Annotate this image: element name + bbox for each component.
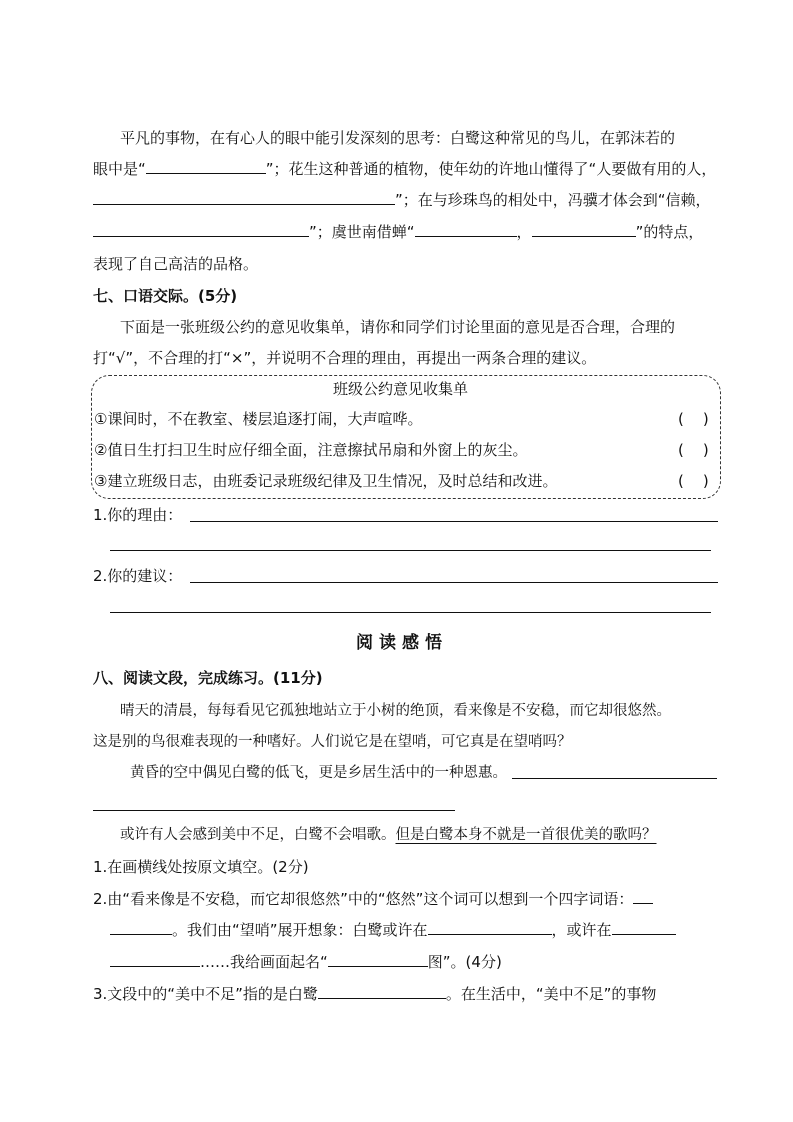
q3-blank[interactable] [318,984,446,999]
reason-label: 1.你的理由： [93,506,183,524]
blank-peanut[interactable] [93,190,395,205]
section7-desc-1: 下面是一张班级公约的意见收集单，请你和同学们讨论里面的意见是否合理，合理的 [120,318,676,336]
question-2-e: 图”。(4分) [427,953,502,971]
p6-line5: 表现了自己高洁的品格。 [93,255,259,273]
question-3-b: 。在生活中，“美中不足”的事物 [445,985,657,1003]
question-2-c: ，或许在 [551,921,612,939]
p6-line4 [93,222,703,242]
question-2-line1 [93,889,653,909]
section7-desc-2: 打“√”，不合理的打“×”，并说明不合理的理由，再提出一两条合理的建议。 [93,349,597,367]
blank-trust[interactable] [93,222,309,237]
passage-blank-2[interactable] [93,810,455,811]
passage-para3-underlined: 但是白鹭本身不就是一首很优美的歌吗？ [395,827,657,843]
q2-blank-idiom-start[interactable] [633,889,653,904]
q2-blank-perhaps-1[interactable] [428,920,552,935]
advice-line-2[interactable] [110,612,711,613]
reason-line-1[interactable] [190,521,718,522]
question-2-line2 [110,920,676,940]
section8-title: 八、阅读文段，完成练习。(11分) [93,669,323,687]
passage-para3-a: 或许有人会感到美中不足，白鹭不会唱歌。 [120,827,396,843]
question-3-a: 3.文段中的“美中不足”指的是白鹭 [93,985,318,1003]
passage-para3 [120,825,657,845]
p6-line4-d: ”的特点， [635,223,704,241]
question-1: 1.在画横线处按原文填空。(2分) [93,858,309,876]
passage-para2-text: 黄昏的空中偶见白鹭的低飞，更是乡居生活中的一种恩惠。 [130,765,507,781]
advice-line-1[interactable] [190,582,718,583]
reason-line-2[interactable] [110,550,711,551]
opinion-item-3-answer[interactable]: ( ) [678,472,709,490]
q2-blank-title[interactable] [328,952,428,967]
p6-line3-b: ”；在与珍珠鸟的相处中，冯骥才体会到“信赖， [395,191,711,209]
blank-cicada-2[interactable] [532,222,636,237]
passage-para2 [130,763,507,783]
p6-line2-a: 眼中是“ [93,160,146,178]
advice-label: 2.你的建议： [93,567,183,585]
opinion-item-1-answer[interactable]: ( ) [678,410,709,428]
p6-line1: 平凡的事物，在有心人的眼中能引发深刻的思考：白鹭这种常见的鸟儿，在郭沫若的 [120,129,676,147]
opinion-item-2-answer[interactable]: ( ) [678,441,709,459]
p6-line3 [93,190,711,210]
question-2-b: 。我们由“望哨”展开想象：白鹭或许在 [172,921,428,939]
question-2-a: 2.由“看来像是不安稳，而它却很悠然”中的“悠然”这个词可以想到一个四字词语： [93,890,634,908]
q2-blank-perhaps-2-start[interactable] [612,920,676,935]
question-2-line3 [110,952,502,972]
opinion-item-3: ③建立班级日志，由班委记录班级纪律及卫生情况，及时总结和改进。 [94,472,558,490]
opinion-item-2: ②值日生打扫卫生时应仔细全面，注意擦拭吊扇和外窗上的灰尘。 [94,441,528,459]
opinion-item-1: ①课间时，不在教室、楼层追逐打闹，大声喧哗。 [94,410,423,428]
section7-title: 七、口语交际。(5分) [93,287,238,305]
passage-para1-b: 这是别的鸟很难表现的一种嗜好。人们说它是在望哨，可它真是在望哨吗？ [93,734,572,750]
passage-para1-a: 晴天的清晨，每每看见它孤独地站立于小树的绝顶，看来像是不安稳，而它却很悠然。 [120,703,671,719]
question-3 [93,984,656,1004]
p6-line4-b: ”；虞世南借蝉“ [309,223,415,241]
blank-cicada-1[interactable] [415,222,517,237]
q2-blank-idiom[interactable] [110,920,172,935]
p6-line2 [93,159,716,179]
question-2-d: ……我给画面起名“ [200,953,328,971]
reading-heading: 阅读感悟 [356,633,448,653]
opinion-form-title: 班级公约意见收集单 [333,380,469,398]
passage-blank-1[interactable] [512,778,717,779]
q2-blank-perhaps-2[interactable] [110,952,200,967]
p6-line4-c: ， [516,223,532,241]
p6-line2-b: ”；花生这种普通的植物，使年幼的许地山懂得了“人要做有用的人， [265,160,717,178]
blank-white-egret[interactable] [146,159,266,174]
